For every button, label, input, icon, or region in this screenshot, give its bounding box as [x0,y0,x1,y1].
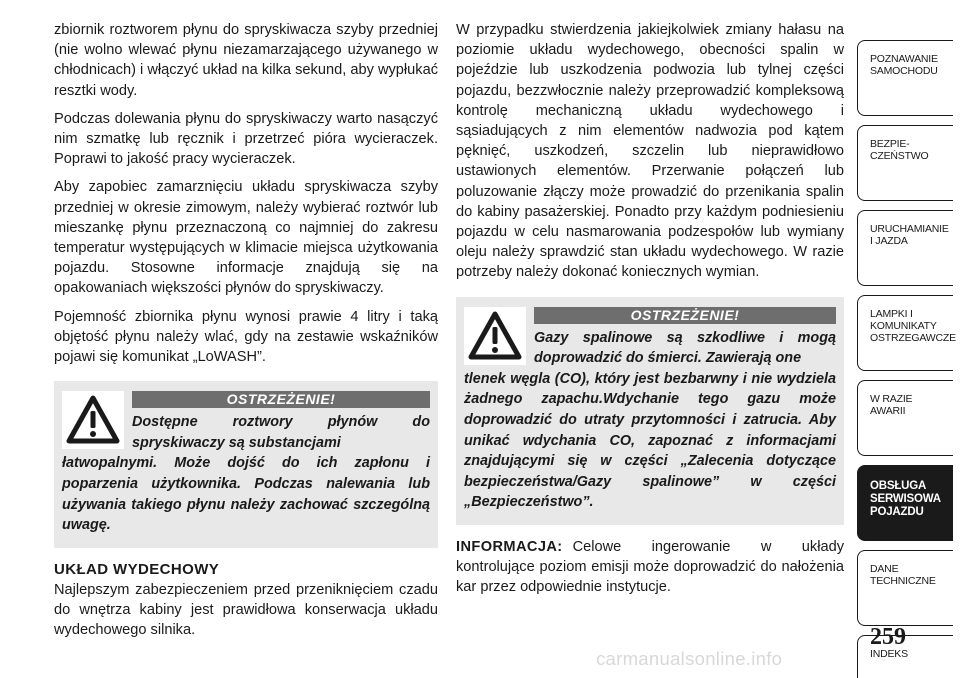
paragraph: Aby zapobiec zamarznięciu układu spryskiwacza szyby przedniej w okresie zimowym, należy wybierać roztwór lub mieszankę płynu przeznaczoną co najmniej do zakresu temperatur występujących w klimacie miejsca użytkowania pojazdu. Stosowne informacje znajdują się na opakowaniach większości płynów do spryskiwaczy. [54,179,438,297]
warning-box [54,381,438,548]
paragraph: Podczas dolewania płynu do spryskiwaczy warto nasączyć nim szmatkę lub ręcznik i przetrzeć pióra wycieraczek. Poprawi to jakość pracy wycieraczek. [54,110,438,168]
tab-label: OBSŁUGA [870,480,927,492]
tab-label: INDEKS [870,648,908,660]
warning-triangle-icon [62,391,124,449]
tab-label: BEZPIE- [870,138,910,150]
warning-text-continued: łatwopalnymi. Może dojść do ich zapłonu i poparzenia użytkownika. Podczas nalewania lub używania takiego płynu należy zachować szczególną uwagę. [62,455,430,534]
tab-label: I JAZDA [870,235,908,247]
tab-uruchamianie-i-jazda[interactable] [857,210,953,286]
tab-obsluga-serwisowa-pojazdu[interactable] [857,465,953,541]
tab-label: SAMOCHODU [870,65,938,77]
paragraph: zbiornik roztworem płynu do spryskiwacza szyby przedniej (nie wolno wlewać płynu niezamarzającego używanego w chłodnicach) i włączyć układ na kilka sekund, aby wypłukać resztki wody. [54,22,438,99]
tab-label: SERWISOWA [870,493,941,505]
tab-label: AWARII [870,405,906,417]
info-label: INFORMACJA: [456,538,563,555]
info-note [456,537,844,598]
tab-lampki-i-komunikaty[interactable] [857,295,956,371]
tab-dane-techniczne[interactable] [857,550,953,626]
warning-title: OSTRZEŻENIE! [132,391,430,408]
warning-text: Dostępne roztwory płynów do spryskiwaczy są substancjami [132,414,430,451]
warning-triangle-icon [464,307,526,365]
tab-poznawanie-samochodu[interactable] [857,40,953,116]
info-text: Celowe ingerowanie w układy kontrolujące poziom emisji może doprowadzić do nałożenia kar przez odpowiednie instytucje. [456,538,844,596]
paragraph: Pojemność zbiornika płynu wynosi prawie 4 litry i taką objętość płynu należy wlać, gdy na zestawie wskaźników pojawi się komunikat „LoWASH”. [54,308,438,366]
tab-bezpieczenstwo[interactable] [857,125,953,201]
tab-label: OSTRZEGAWCZE [870,332,956,344]
chapter-tabs [857,40,956,678]
tab-label: URUCHAMIANIE [870,223,949,235]
tab-w-razie-awarii[interactable] [857,380,953,456]
tab-label: LAMPKI I [870,308,913,320]
paragraph: W przypadku stwierdzenia jakiejkolwiek zmiany hałasu na poziomie układu wydechowego, obecności spalin w pojeździe lub uszkodzenia podwozia lub tylnej części pojazdu, bezzwłocznie należy przeprowadzić kompleksową kontrolę mechaniczną układu wydechowego i sąsiadujących z nim elementów nadwozia pod kątem pęknięć, uszkodzeń, szczelin lub nieprawidłowo ustawionych elementów. Przerwanie połączeń lub poluzowanie złączy może prowadzić do przenikania spalin do kabiny pasażerskiej. Ponadto przy każdym podniesieniu pojazdu w celu nasmarowania podzespołów lub wymiany oleju należy sprawdzić stan układu wydechowego. W razie potrzeby należy dokonać koniecznych wymian. [456,22,844,281]
tab-label: DANE [870,563,899,575]
tab-label: KOMUNIKATY [870,320,937,332]
warning-text: Gazy spalinowe są szkodliwe i mogą doprowadzić do śmierci. Zawierają one [534,329,836,367]
right-column [456,20,844,598]
left-column [54,20,438,640]
tab-label: TECHNICZNE [870,575,936,587]
warning-text-continued: tlenek węgla (CO), który jest bezbarwny i nie wydziela żadnego zapachu.Wdychanie tego gazu może doprowadzić do utraty przytomności i zatrucia. Aby unikać wdychania CO, zapoznać z informacjami znajdującymi się w części „Zalecenia dotyczące bezpieczeństwa/Gazy spalinowe” w części „Bezpieczeństwo”. [464,370,836,511]
tab-label: CZEŃSTWO [870,150,929,162]
tab-label: POJAZDU [870,506,924,518]
tab-label: POZNAWANIE [870,53,938,65]
warning-title: OSTRZEŻENIE! [534,307,836,324]
page-number: 259 [870,624,906,650]
section-heading: UKŁAD WYDECHOWY [54,560,220,578]
warning-box [456,297,844,525]
tab-label: W RAZIE [870,393,913,405]
watermark: carmanualsonline.info [596,648,783,669]
paragraph: Najlepszym zabezpieczeniem przed przeniknięciem czadu do wnętrza kabiny jest prawidłowa konserwacja układu wydechowego silnika. [54,581,438,639]
